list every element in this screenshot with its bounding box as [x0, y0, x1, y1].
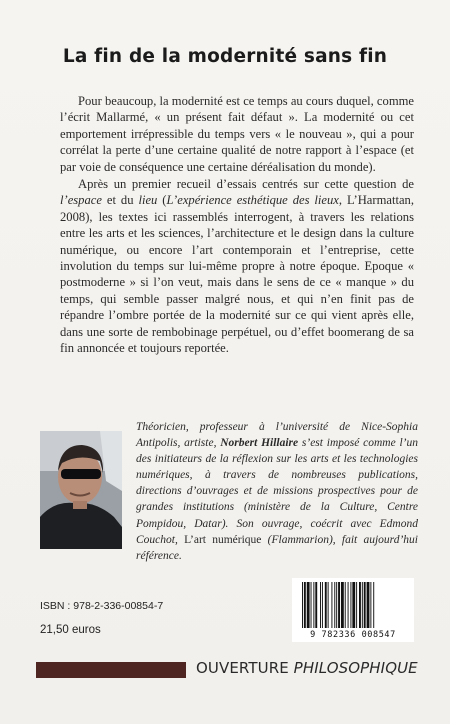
bio-work-title: L’art numérique: [184, 533, 262, 546]
paragraph-2-italic-book-title: L’expérience esthétique des lieux: [166, 193, 339, 208]
barcode-bar: [350, 582, 351, 628]
paragraph-2-italic-lieu: lieu: [138, 193, 158, 208]
barcode-bar: [359, 582, 361, 628]
paragraph-1-text: Pour beaucoup, la modernité est ce temps au cours duquel, comme l’écrit Mallarmé, « un présent fait défaut ». La modernité ou cet emportement irrépressible du temps vers « le nouveau », qui a pour corrélat la perte d’une certaine qualité de notre rapport à l’espace (et par voie de conséquence une certaine déréalisation du monde).: [60, 94, 414, 174]
barcode-bar: [325, 582, 327, 628]
bio-text-a: Théoricien, professeur à l’université de Nice-Sophia Antipolis, artiste,: [136, 421, 418, 450]
barcode-bar: [352, 582, 355, 628]
barcode-bar: [364, 582, 366, 628]
barcode-bar: [341, 582, 344, 628]
isbn: ISBN : 978-2-336-00854-7: [40, 600, 164, 612]
summary-text: [60, 93, 414, 357]
barcode-bar: [304, 582, 306, 628]
barcode-bar: [307, 582, 310, 628]
barcode-bar: [356, 582, 357, 628]
barcode-number: 9 782336 008547: [310, 630, 396, 640]
author-bio: [136, 419, 418, 564]
barcode-bar: [373, 582, 374, 628]
barcode-bar: [345, 582, 346, 628]
collection-name: [196, 659, 418, 677]
paragraph-2-text-d: , L’Harmattan, 2008), les textes ici rassemblés interrogent, à travers les relations entre les arts et les sciences, l’architecture et le design dans la culture numérique, ou encore l’art contemporain et l’entreprise, cette involution du temps sur lui-même propre à notre époque. Epoque « postmoderne » si l’on veut, mais dans le sens de ce « manque » du temps, qui semble passer malgré nous, et qui n’en finit pas de répandre l’ombre portée de la modernité sur ce qui vient après elle, dans une sorte de rembobinage perpétuel, ou d’effet boomerang de sa fin annoncée et toujours reportée.: [60, 193, 415, 356]
summary-paragraph-1: [60, 93, 414, 175]
author-section: [40, 419, 418, 562]
summary-paragraph-2: [60, 176, 414, 356]
barcode: [292, 578, 414, 642]
barcode-bar: [313, 582, 314, 628]
barcode-bar: [320, 582, 321, 628]
barcode-bar: [362, 582, 363, 628]
barcode-bar: [322, 582, 323, 628]
barcode-bar: [336, 582, 337, 628]
barcode-bar: [338, 582, 340, 628]
barcode-bars: [300, 582, 410, 628]
barcode-bar: [370, 582, 371, 628]
barcode-bar: [311, 582, 312, 628]
bio-text-c: (Flammarion), fait aujourd’hui référence.: [136, 533, 418, 562]
paragraph-2-text-a: Après un premier recueil d’essais centrés sur cette question de: [78, 177, 414, 192]
collection-name-part-1: OUVERTURE: [196, 659, 294, 677]
collection-name-part-2: PHILOSOPHIQUE: [293, 659, 418, 677]
author-name: Norbert Hillaire: [220, 437, 299, 450]
price: 21,50 euros: [40, 624, 101, 636]
collection-color-bar: [36, 662, 186, 678]
barcode-bar: [328, 582, 329, 628]
paragraph-2-italic-espace: l’espace: [60, 193, 102, 208]
bio-text-b: s’est imposé comme l’un des initiateurs de la réflexion sur les arts et les technologies numériques, à travers de nombreuses publications, directions d’ouvrages et de missions prospectives pour de grandes institutions (ministère de la Culture, Centre Pompidou, Datar). Son ouvrage, coécrit avec Edmond Couchot,: [136, 437, 418, 546]
barcode-bar: [331, 582, 332, 628]
barcode-bar: [302, 582, 303, 628]
paragraph-2-text-b: et du: [101, 193, 139, 208]
author-photo: [40, 431, 122, 549]
barcode-bar: [334, 582, 335, 628]
barcode-bar: [348, 582, 349, 628]
book-title: La fin de la modernité sans fin: [62, 46, 388, 67]
paragraph-2-text-c: (: [157, 193, 167, 208]
barcode-bar: [315, 582, 317, 628]
barcode-bar: [367, 582, 370, 628]
